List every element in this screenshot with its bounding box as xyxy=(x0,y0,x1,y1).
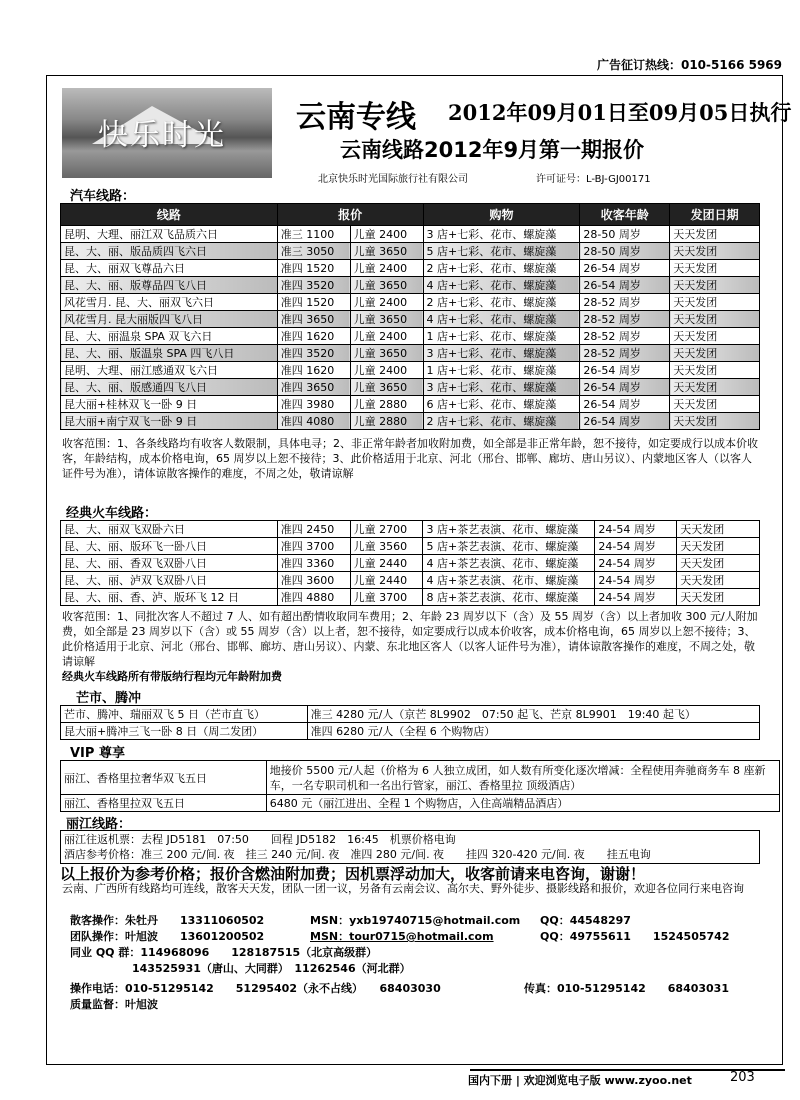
price-adult-cell: 准四 4880 xyxy=(277,589,350,606)
date-cell: 天天发团 xyxy=(677,589,760,606)
price-child-cell: 儿童 3650 xyxy=(350,243,423,260)
price-adult-cell: 准四 3360 xyxy=(277,555,350,572)
table-row xyxy=(61,277,760,294)
price-child-cell: 儿童 3650 xyxy=(350,345,423,362)
price-adult-cell: 准四 3600 xyxy=(277,572,350,589)
route-cell: 昆、大、丽、版温泉 SPA 四飞八日 xyxy=(61,345,278,362)
table-row xyxy=(61,538,760,555)
date-cell: 天天发团 xyxy=(677,521,760,538)
bus-table xyxy=(60,203,760,430)
operator-phone: 操作电话：010-51295142 51295402（永不占线） 68403030 xyxy=(70,982,441,995)
price-child-cell: 儿童 2880 xyxy=(350,396,423,413)
company-name: 北京快乐时光国际旅行社有限公司 xyxy=(318,174,468,185)
retail-qq: QQ：44548297 xyxy=(540,914,631,927)
price-child-cell: 儿童 2440 xyxy=(350,572,423,589)
col-shopping: 购物 xyxy=(423,204,580,226)
shopping-cell: 2 店+七彩、花市、螺旋藻 xyxy=(423,294,580,311)
date-cell: 天天发团 xyxy=(677,538,760,555)
valid-date: 2012年09月01日至09月05日执行 xyxy=(448,100,792,125)
table-row xyxy=(61,328,760,345)
logo-text: 快乐时光 xyxy=(98,118,226,153)
price-adult-cell: 准四 3980 xyxy=(277,396,350,413)
shopping-cell: 5 店+茶艺表演、花市、螺旋藻 xyxy=(423,538,595,555)
lijiang-box xyxy=(60,830,760,864)
date-cell: 天天发团 xyxy=(670,328,760,345)
age-cell: 24-54 周岁 xyxy=(595,538,677,555)
price-adult-cell: 准三 1100 xyxy=(277,226,350,243)
route-cell: 昆、大、丽双飞尊品六日 xyxy=(61,260,278,277)
price-cell: 地接价 5500 元/人起（价格为 6 人独立成团，如人数有所变化逐次增减：全程使用奔驰商务车 8 座新车，一名专职司机和一名出行管家，丽江、香格里拉 顶级酒店） xyxy=(266,761,779,795)
mangshi-table xyxy=(60,705,760,740)
price-adult-cell: 准四 2450 xyxy=(277,521,350,538)
shopping-cell: 6 店+七彩、花市、螺旋藻 xyxy=(423,396,580,413)
price-child-cell: 儿童 2400 xyxy=(350,328,423,345)
col-price: 报价 xyxy=(277,204,423,226)
price-adult-cell: 准四 1620 xyxy=(277,328,350,345)
page-subtitle: 云南线路2012年9月第一期报价 xyxy=(340,138,645,162)
shopping-cell: 4 店+七彩、花市、螺旋藻 xyxy=(423,311,580,328)
lijiang-hotel: 酒店参考价格：准三 200 元/间. 夜 挂三 240 元/间. 夜 准四 280 元/间. 夜 挂四 320-420 元/间. 夜 挂五电询 xyxy=(64,848,651,861)
col-route: 线路 xyxy=(61,204,278,226)
date-cell: 天天发团 xyxy=(670,311,760,328)
route-cell: 芒市、腾冲、瑞丽双飞 5 日（芒市直飞） xyxy=(61,706,308,723)
train-note-2: 经典火车线路所有带版纳行程均元年龄附加费 xyxy=(62,670,282,683)
age-cell: 28-52 周岁 xyxy=(580,345,670,362)
bus-heading: 汽车线路： xyxy=(70,189,136,204)
price-child-cell: 儿童 2880 xyxy=(350,413,423,430)
route-cell: 昆、大、丽、版尊品四飞八日 xyxy=(61,277,278,294)
license-number: 许可证号：L-BJ-GJ00171 xyxy=(536,174,651,185)
route-cell: 丽江、香格里拉双飞五日 xyxy=(61,795,267,812)
shopping-cell: 3 店+七彩、花市、螺旋藻 xyxy=(423,345,580,362)
route-cell: 昆大丽+腾冲三飞一卧 8 日（周二发团） xyxy=(61,723,308,740)
age-cell: 26-54 周岁 xyxy=(580,396,670,413)
age-cell: 26-54 周岁 xyxy=(580,362,670,379)
header-photo xyxy=(62,88,272,178)
shopping-cell: 4 店+茶艺表演、花市、螺旋藻 xyxy=(423,572,595,589)
table-row xyxy=(61,311,760,328)
age-cell: 28-52 周岁 xyxy=(580,311,670,328)
group-qq: QQ：49755611 1524505742 xyxy=(540,930,730,943)
table-row xyxy=(61,294,760,311)
date-cell: 天天发团 xyxy=(670,345,760,362)
train-heading: 经典火车线路： xyxy=(66,506,158,521)
table-row xyxy=(61,260,760,277)
price-cell: 6480 元（丽江进出、全程 1 个购物店，入住高端精品酒店） xyxy=(266,795,779,812)
shopping-cell: 3 店+七彩、花市、螺旋藻 xyxy=(423,379,580,396)
table-row xyxy=(61,413,760,430)
retail-msn: MSN：yxb19740715@hotmail.com xyxy=(310,914,521,927)
page-number: 203 xyxy=(730,1070,755,1085)
table-row xyxy=(61,226,760,243)
age-cell: 24-54 周岁 xyxy=(595,572,677,589)
qq-group-2: 143525931（唐山、大同群） 11262546（河北群） xyxy=(132,962,411,975)
lijiang-heading: 丽江线路： xyxy=(66,817,132,832)
age-cell: 28-50 周岁 xyxy=(580,226,670,243)
age-cell: 24-54 周岁 xyxy=(595,521,677,538)
age-cell: 26-54 周岁 xyxy=(580,413,670,430)
bus-note: 收客范围：1、各条线路均有收客人数限制，具体电寻；2、非正常年龄者加收附加费，如全部是非正常年龄，恕不接待，如定要成行以成本价收客，年龄结构，成本价格电询，65 周岁以上恕不接待；3、此价格适用于北京、河北（邢台、邯郸、廊坊、唐山另议）、内蒙地区客人（以客人证件号为准），请体谅散客操作的难度，不周之处，敬请谅解 xyxy=(62,437,758,480)
shopping-cell: 2 店+七彩、花市、螺旋藻 xyxy=(423,260,580,277)
route-cell: 风花雪月. 昆、大、丽双飞六日 xyxy=(61,294,278,311)
date-cell: 天天发团 xyxy=(670,362,760,379)
date-cell: 天天发团 xyxy=(670,396,760,413)
footer-text: 国内下册 | 欢迎浏览电子版 www.zyoo.net xyxy=(468,1074,692,1087)
quality-supervisor: 质量监督：叶旭波 xyxy=(70,998,158,1011)
route-cell: 昆明、大理、丽江双飞品质六日 xyxy=(61,226,278,243)
age-cell: 26-54 周岁 xyxy=(580,379,670,396)
group-contact: 团队操作：叶旭波 13601200502 xyxy=(70,930,265,943)
age-cell: 28-50 周岁 xyxy=(580,243,670,260)
route-cell: 昆、大、丽、版品质四飞六日 xyxy=(61,243,278,260)
date-cell: 天天发团 xyxy=(670,294,760,311)
route-cell: 昆、大、丽、泸双飞双卧八日 xyxy=(61,572,278,589)
price-child-cell: 儿童 2700 xyxy=(350,521,423,538)
shopping-cell: 4 店+七彩、花市、螺旋藻 xyxy=(423,277,580,294)
shopping-cell: 5 店+七彩、花市、螺旋藻 xyxy=(423,243,580,260)
price-child-cell: 儿童 3560 xyxy=(350,538,423,555)
age-cell: 28-52 周岁 xyxy=(580,328,670,345)
price-notice: 以上报价为参考价格；报价含燃油附加费；因机票浮动加大，收客前请来电咨询，谢谢！ xyxy=(60,865,646,883)
bus-header-row xyxy=(61,204,760,226)
price-adult-cell: 准四 3650 xyxy=(277,311,350,328)
price-child-cell: 儿童 3650 xyxy=(350,277,423,294)
price-adult-cell: 准三 3050 xyxy=(277,243,350,260)
shopping-cell: 1 店+七彩、花市、螺旋藻 xyxy=(423,328,580,345)
table-row xyxy=(61,589,760,606)
col-age: 收客年龄 xyxy=(580,204,670,226)
date-cell: 天天发团 xyxy=(677,572,760,589)
price-child-cell: 儿童 3700 xyxy=(350,589,423,606)
shopping-cell: 3 店+七彩、花市、螺旋藻 xyxy=(423,226,580,243)
price-adult-cell: 准四 1620 xyxy=(277,362,350,379)
table-row xyxy=(61,723,760,740)
price-child-cell: 儿童 2400 xyxy=(350,294,423,311)
shopping-cell: 8 店+茶艺表演、花市、螺旋藻 xyxy=(423,589,595,606)
shopping-cell: 2 店+七彩、花市、螺旋藻 xyxy=(423,413,580,430)
price-adult-cell: 准四 1520 xyxy=(277,294,350,311)
date-cell: 天天发团 xyxy=(670,226,760,243)
age-cell: 26-54 周岁 xyxy=(580,277,670,294)
price-child-cell: 儿童 3650 xyxy=(350,311,423,328)
date-cell: 天天发团 xyxy=(670,379,760,396)
shopping-cell: 1 店+七彩、花市、螺旋藻 xyxy=(423,362,580,379)
table-row xyxy=(61,572,760,589)
train-table xyxy=(60,520,760,606)
price-adult-cell: 准四 3520 xyxy=(277,277,350,294)
route-cell: 昆、大、丽双飞双卧六日 xyxy=(61,521,278,538)
route-cell: 风花雪月. 昆大丽版四飞八日 xyxy=(61,311,278,328)
table-row xyxy=(61,555,760,572)
table-row xyxy=(61,362,760,379)
date-cell: 天天发团 xyxy=(670,277,760,294)
price-adult-cell: 准四 3650 xyxy=(277,379,350,396)
fax-number: 传真：010-51295142 68403031 xyxy=(524,982,729,995)
date-cell: 天天发团 xyxy=(677,555,760,572)
table-row xyxy=(61,761,780,795)
route-cell: 昆、大、丽、香、泸、版环飞 12 日 xyxy=(61,589,278,606)
route-cell: 昆、大、丽、版环飞一卧八日 xyxy=(61,538,278,555)
vip-heading: VIP 尊享 xyxy=(70,746,125,761)
price-adult-cell: 准四 3520 xyxy=(277,345,350,362)
group-msn[interactable]: MSN：tour0715@hotmail.com xyxy=(310,930,494,943)
price-child-cell: 儿童 2400 xyxy=(350,362,423,379)
route-cell: 昆、大、丽温泉 SPA 双飞六日 xyxy=(61,328,278,345)
date-cell: 天天发团 xyxy=(670,243,760,260)
lijiang-flight: 丽江往返机票：去程 JD5181 07:50 回程 JD5182 16:45 机票价格电询 xyxy=(64,833,456,846)
age-cell: 24-54 周岁 xyxy=(595,589,677,606)
age-cell: 28-52 周岁 xyxy=(580,294,670,311)
date-cell: 天天发团 xyxy=(670,413,760,430)
shopping-cell: 3 店+茶艺表演、花市、螺旋藻 xyxy=(423,521,595,538)
ad-hotline: 广告征订热线：010-5166 5969 xyxy=(596,58,782,72)
table-row xyxy=(61,521,760,538)
table-row xyxy=(61,345,760,362)
price-cell: 准三 4280 元/人（京芒 8L9902 07:50 起飞、芒京 8L9901 19:40 起飞） xyxy=(307,706,759,723)
qq-group-1: 同业 QQ 群：114968096 128187515（北京高级群） xyxy=(70,946,378,959)
connect-notice: 云南、广西所有线路均可连线，散客天天发，团队一团一议，另备有云南会议、高尔夫、野外徒步、摄影线路和报价，欢迎各位同行来电咨询 xyxy=(62,882,744,895)
route-cell: 丽江、香格里拉奢华双飞五日 xyxy=(61,761,267,795)
price-child-cell: 儿童 3650 xyxy=(350,379,423,396)
mangshi-heading: 芒市、腾冲 xyxy=(76,691,142,706)
price-adult-cell: 准四 3700 xyxy=(277,538,350,555)
price-child-cell: 儿童 2400 xyxy=(350,260,423,277)
route-cell: 昆明、大理、丽江感通双飞六日 xyxy=(61,362,278,379)
age-cell: 26-54 周岁 xyxy=(580,260,670,277)
train-note: 收客范围：1、同批次客人不超过 7 人、如有超出酌情收取同车费用；2、年龄 23 周岁以下（含）及 55 周岁（含）以上者加收 300 元/人附加费，如全部是 23 周岁以下（含）或 55 周岁（含）以上者，恕不接待，如定要成行以成本价收客，成本价格电询，65 周岁以上恕不接待；3、此价格适用于北京、河北（邢台、邯郸、廊坊、唐山另议）、内蒙、东北地区客人（以客人证件号为准），请体谅散客操作的难度，不周之处，敬请谅解 xyxy=(62,610,758,668)
price-child-cell: 儿童 2440 xyxy=(350,555,423,572)
route-cell: 昆、大、丽、版感通四飞八日 xyxy=(61,379,278,396)
route-cell: 昆大丽+桂林双飞一卧 9 日 xyxy=(61,396,278,413)
table-row xyxy=(61,243,760,260)
age-cell: 24-54 周岁 xyxy=(595,555,677,572)
vip-table xyxy=(60,760,780,812)
shopping-cell: 4 店+茶艺表演、花市、螺旋藻 xyxy=(423,555,595,572)
table-row xyxy=(61,795,780,812)
price-cell: 准四 6280 元/人（全程 6 个购物店） xyxy=(307,723,759,740)
page-title: 云南专线 xyxy=(296,100,416,135)
table-row xyxy=(61,379,760,396)
table-row xyxy=(61,396,760,413)
route-cell: 昆、大、丽、香双飞双卧八日 xyxy=(61,555,278,572)
table-row xyxy=(61,706,760,723)
date-cell: 天天发团 xyxy=(670,260,760,277)
col-date: 发团日期 xyxy=(670,204,760,226)
price-child-cell: 儿童 2400 xyxy=(350,226,423,243)
retail-contact: 散客操作：朱牡丹 13311060502 xyxy=(70,914,265,927)
price-adult-cell: 准四 1520 xyxy=(277,260,350,277)
route-cell: 昆大丽+南宁双飞一卧 9 日 xyxy=(61,413,278,430)
price-adult-cell: 准四 4080 xyxy=(277,413,350,430)
